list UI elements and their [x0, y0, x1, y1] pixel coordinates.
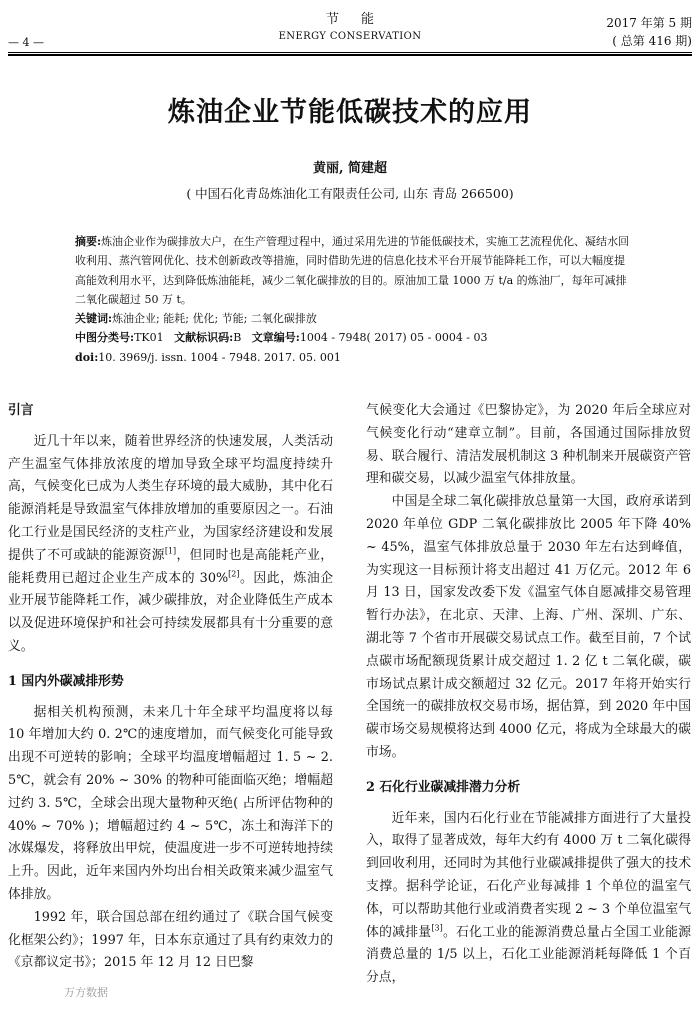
heading-spacer: [366, 800, 691, 808]
articleno-value: 1004 - 7948( 2017) 05 - 0004 - 03: [299, 331, 488, 345]
intro-text-b: ，但同时也是高能耗产业，能耗费用已超过企业生产成本的 30%: [8, 547, 334, 586]
header-rule-thick: [8, 54, 692, 56]
article-authors: 黄丽, 简建超: [312, 161, 388, 176]
intro-paragraph: [8, 431, 333, 659]
citation-2: [2]: [228, 569, 240, 579]
abstract-paragraph: [75, 232, 635, 309]
section-2-heading: 2 石化行业碳减排潜力分析: [366, 779, 521, 795]
issue-year-number: 2017 年第 5 期: [606, 16, 692, 30]
citation-3: [3]: [431, 923, 443, 933]
section-1-heading: 1 国内外碳减排形势: [8, 673, 124, 689]
issue-info: [606, 14, 692, 50]
section-spacer: [366, 765, 691, 777]
section-2-paragraph-1: [366, 808, 691, 990]
doccode-label: 文献标识码:: [174, 331, 234, 345]
abstract-block: [75, 232, 635, 367]
page-number: — 4 —: [8, 36, 44, 49]
articleno-label: 文章编号:: [251, 331, 300, 345]
heading-spacer: [8, 694, 333, 702]
abstract-text: 炼油企业作为碳排放大户，在生产管理过程中，通过采用先进的节能低碳技术，实施工艺流程优化、凝结水回收利用、蒸汽管网优化、技术创新政改等措施，同时借助先进的信息化技术平台开展节能降耗工作，可以大幅度提高能效利用水平，达到降低炼油能耗，减少二氧化碳排放的目的。原油加工量 1000 万 t/a 的炼油厂，每年可减排二氧化碳超过 50 万 t。: [75, 235, 630, 306]
author-affiliation: ( 中国石化青岛炼油化工有限责任公司, 山东 青岛 266500): [186, 186, 514, 201]
section-2-text-a: 近年来，国内石化行业在节能减排方面进行了大量投入，取得了显著成效，每年大约有 4000 万 t 二氧化碳得到回收利用，还同时为其他行业碳减排提供了强大的技术支撑。据科学论证，石化产业每减排 1 个单位的温室气体，可以帮助其他行业或消费者实现 2 ~ 3 个单位温室气体的减排量: [366, 810, 691, 940]
section-spacer: [8, 659, 333, 671]
keywords-text: 炼油企业; 能耗; 优化; 节能; 二氧化碳排放: [112, 312, 317, 326]
article-title: 炼油企业节能低碳技术的应用: [168, 97, 532, 128]
keywords-line: [75, 309, 635, 328]
china-paragraph: 中国是全球二氧化碳排放总量第一大国，政府承诺到 2020 年单位 GDP 二氧化碳排放比 2005 年下降 40% ~ 45%，温室气体排放总量于 2030 年左右达到峰值，为实现这一目标预计将支出超过 41 万亿元。2012 年 6 月 13 日，国家发改委下发《温室气体自愿减排交易管理暂行办法》，在北京、天津、上海、广州、深圳、广东、湖北等 7 个省市开展碳交易试点工作。截至目前，7 个试点碳市场配额现货累计成交超过 1. 2 亿 t 二氧化碳，碳市场试点累计成交额超过 32 亿元。2017 年将开始实行全国统一的碳排放权交易市场，据估算，到 2020 年中国碳市场交易规模将达到 4000 亿元，将成为全球最大的碳市场。: [366, 494, 691, 760]
running-header: [0, 8, 700, 42]
intro-text-a: 近几十年以来，随着世界经济的快速发展，人类活动产生温室气体排放浓度的增加导致全球平均温度持续升高，气候变化已成为人类生存环境的最大威胁，其中化石能源消耗是导致温室气体排放增加的重要原因之一。石油化工行业是国民经济的支柱产业，为国家经济建设和发展提供了不可或缺的能源资源: [8, 433, 333, 563]
section-1-paragraph-2: 1992 年，联合国总部在纽约通过了《联合国气候变化框架公约》；1997 年，日本东京通过了具有约束效力的《京都议定书》；2015 年 12 月 12 日巴黎: [8, 909, 333, 971]
section-1-paragraph-1: 据相关机构预测，未来几十年全球平均温度将以每 10 年增加大约 0. 2℃的速度增加，而气候变化可能导致出现不可逆转的影响；全球平均温度增幅超过 1. 5 ~ 2. 5℃，就会有 20% ~ 30% 的物种可能面临灭绝；增幅超过约 3. 5℃，全球会出现大量物种灭绝( 占所评估物种的 40% ~ 70% )；增幅超过约 4 ~ 5℃，冻土和海洋下的冰媒爆发，将释放出甲烷，使温度进一步不可逆转地持续上升。因此，近年来国内外均出台相关政策来减少温室气体排放。: [8, 704, 333, 902]
abstract-label: 摘要:: [75, 235, 102, 248]
doccode-value: B: [233, 331, 242, 345]
doi-line: [75, 348, 635, 367]
right-column: [366, 400, 691, 990]
doi-label: doi:: [75, 350, 99, 364]
intro-text-c: 。因此，炼油企业开展节能降耗工作，减少碳排放，对企业降低生产成本以及促进环境保护和社会可持续发展都具有十分重要的意义。: [8, 570, 334, 654]
doi-value: 10. 3969/j. issn. 1004 - 7948. 2017. 05. 001: [98, 350, 341, 364]
left-column: [8, 400, 333, 975]
clc-value: TK01: [134, 331, 164, 345]
heading-spacer: [8, 423, 333, 431]
header-rule-thin: [8, 52, 692, 53]
journal-name-en: ENERGY CONSERVATION: [278, 31, 422, 42]
citation-1: [1]: [164, 546, 177, 556]
intro-heading: 引言: [8, 403, 34, 418]
section-2-text-b: 。石化工业的能源消费总量占全国工业能源消费总量的 1/5 以上，石化工业能源消耗每降低 1 个百分点，: [366, 924, 692, 986]
journal-name-cn: 节能: [325, 12, 396, 27]
keywords-label: 关键词:: [75, 312, 113, 326]
database-watermark: 万方数据: [64, 986, 108, 999]
issue-total-number: ( 总第 416 期): [612, 34, 692, 48]
continued-paragraph: 气候变化大会通过《巴黎协定》，为 2020 年后全球应对气候变化行动“建章立制”。目前，各国通过国际排放贸易、联合履行、清洁发展机制这 3 种机制来开展碳资产管理和碳交易，以减少温室气体排放量。: [366, 403, 691, 487]
classification-line: [75, 328, 635, 347]
clc-label: 中图分类号:: [75, 331, 135, 345]
